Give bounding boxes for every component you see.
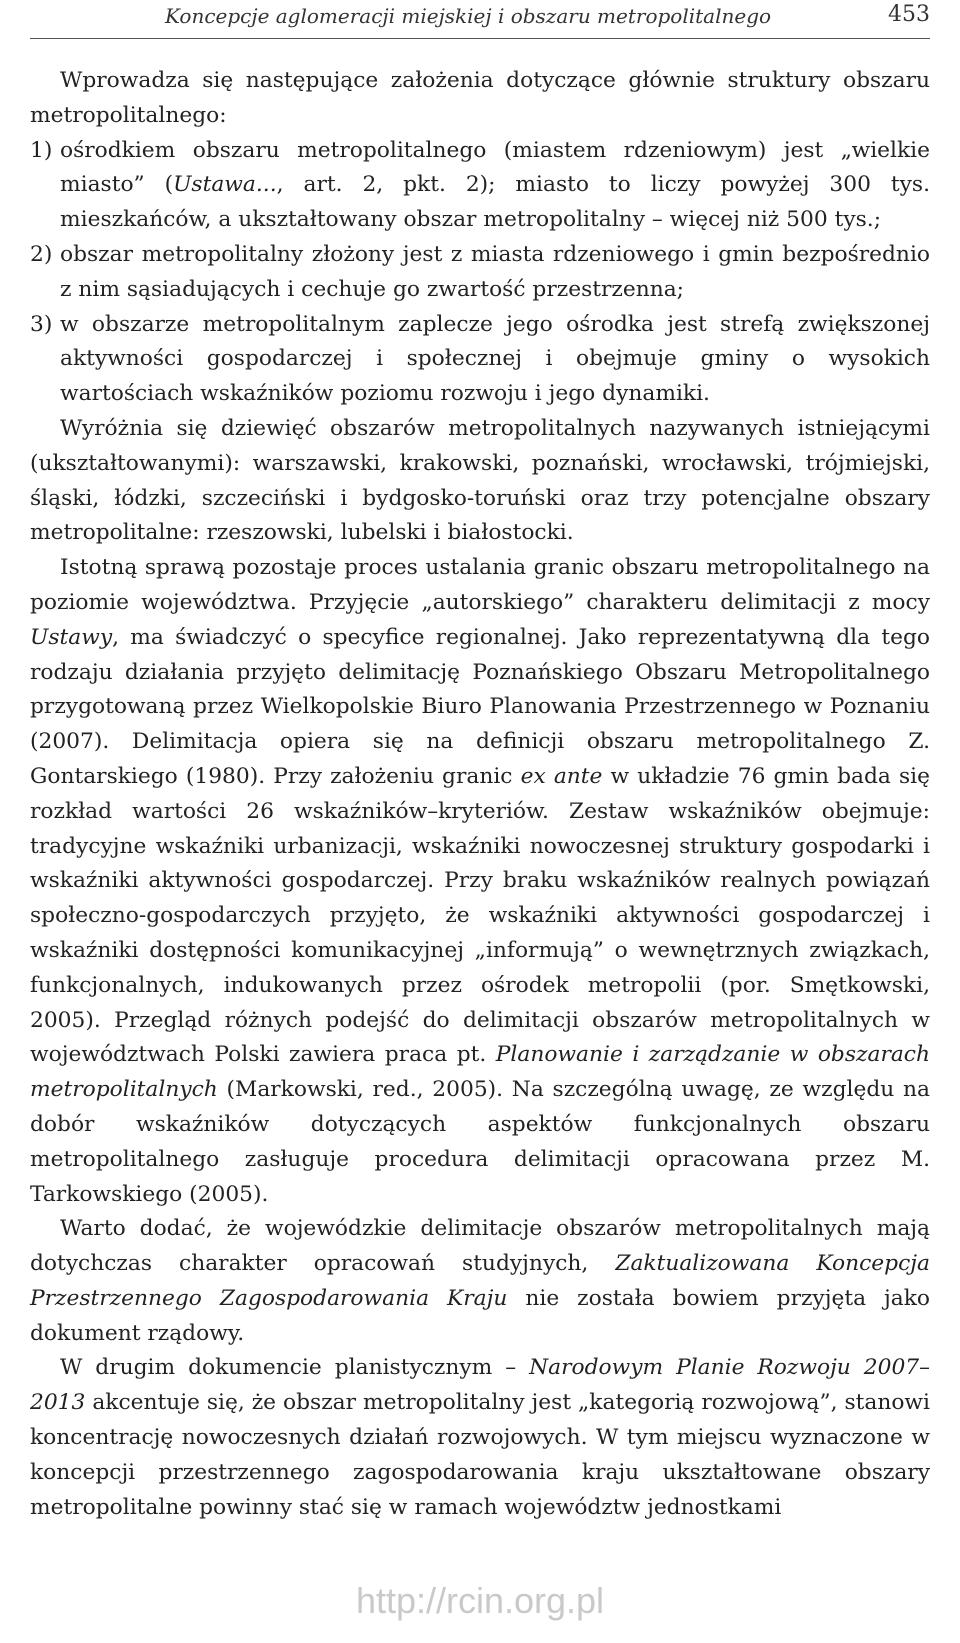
assumptions-list	[30, 134, 930, 412]
paragraph-text: (Markowski, red., 2005). Na szczególną uwagę, ze względu na dobór wskaźników dotyczących aspektów funkcjonalnych obszaru metropolitalnego zasługuje procedura delimitacji opracowana przez M. Tarkowskiego (2005).	[30, 1077, 930, 1207]
paragraph-text: Istotną sprawą pozostaje proces ustalania granic obszaru metropolitalnego na poziomie województwa. Przyjęcie „autorskiego” charakteru delimitacji z mocy	[30, 555, 930, 615]
list-item	[30, 238, 930, 308]
list-number: 3)	[30, 311, 53, 337]
page-body	[30, 64, 930, 1525]
list-text: w obszarze metropolitalnym zaplecze jego ośrodka jest strefą zwiększonej aktywności gospodarczej i społecznej i obejmuje gminy o wysokich wartościach wskaźników poziomu rozwoju i jego dynamiki.	[60, 311, 930, 407]
list-item	[30, 134, 930, 238]
paragraph-intro: Wprowadza się następujące założenia dotyczące głównie struktury obszaru metropolitalnego:	[30, 68, 930, 128]
italic-term: Ustawy	[30, 624, 113, 650]
italic-title: Planowanie i zarządzanie w obszarach metropolitalnych	[30, 1042, 930, 1103]
list-italic: Ustawa...	[173, 172, 277, 198]
running-title: Koncepcje aglomeracji miejskiej i obszaru metropolitalnego	[165, 4, 772, 28]
paragraph-text: w układzie 76 gmin bada się rozkład wartości 26 wskaźników–kryteriów. Zestaw wskaźników obejmuje: tradycyjne wskaźniki urbanizacji, wskaźniki nowoczesnej struktury gospodarki i wskaźniki aktywności gospodarczej. Przy braku wskaźników realnych powiązań społeczno-gospodarczych przyjęto, że wskaźniki aktywności gospodarczej i wskaźniki dostępności komunikacyjnej „informują” o wewnętrznych związkach, funkcjonalnych, indukowanych przez ośrodek metropolii (por. Smętkowski, 2005). Przegląd różnych podejść do delimitacji obszarów metropolitalnych w województwach Polski zawiera praca pt.	[30, 763, 930, 1068]
italic-title: Zaktualizowana Koncepcja Przestrzennego Zagospodarowania Kraju	[30, 1251, 930, 1311]
list-text: , art. 2, pkt. 2); miasto to liczy powyżej 300 tys. mieszkańców, a ukształtowany obszar metropolitalny – więcej niż 500 tys.;	[60, 172, 930, 233]
list-number: 2)	[30, 241, 53, 267]
paragraph-text: akcentuje się, że obszar metropolitalny jest „kategorią rozwojową”, stanowi koncentrację nowoczesnych działań rozwojowych. W tym miejscu wyznaczone w koncepcji przestrzennego zagospodarowania kraju ukształtowane obszary metropolitalne powinny stać się w ramach województw jednostkami	[30, 1390, 930, 1520]
italic-title: Narodowym Planie Rozwoju 2007–2013	[30, 1355, 930, 1416]
page-number: 453	[888, 2, 930, 27]
list-item	[30, 308, 930, 412]
running-header	[30, 0, 930, 39]
paragraph-text: W drugim dokumencie planistycznym –	[60, 1355, 530, 1381]
paragraph-text: nie została bowiem przyjęta jako dokument rządowy.	[30, 1285, 930, 1346]
list-text: ośrodkiem obszaru metropolitalnego (miastem rdzeniowym) jest „wielkie miasto” (	[60, 137, 930, 198]
paragraph-text: , ma świadczyć o specyfice regionalnej. Jako reprezentatywną dla tego rodzaju działania przyjęto delimitację Poznańskiego Obszaru Metropolitalnego przygotowaną przez Wielkopolskie Biuro Planowania Przestrzennego w Poznaniu (2007). Delimitacja opiera się na definicji obszaru metropolitalnego Z. Gontarskiego (1980). Przy założeniu granic	[30, 624, 930, 789]
paragraph-metro-areas: Wyróżnia się dziewięć obszarów metropolitalnych nazywanych istniejącymi (ukształtowanymi): warszawski, krakowski, poznański, wrocławski, trójmiejski, śląski, łódzki, szczeciński i bydgosko-toruński oraz trzy potencjalne obszary metropolitalne: rzeszowski, lubelski i białostocki.	[30, 415, 930, 546]
paragraph-text: Warto dodać, że wojewódzkie delimitacje obszarów metropolitalnych mają dotychczas charakter opracowań studyjnych,	[30, 1216, 930, 1277]
watermark-url: http://rcin.org.pl	[355, 1580, 605, 1621]
paragraph-delimitation	[30, 551, 930, 1212]
italic-term: ex ante	[520, 763, 603, 789]
paragraph-voivodeship	[30, 1212, 930, 1351]
paragraph-national-plan	[30, 1351, 930, 1525]
list-text: obszar metropolitalny złożony jest z miasta rdzeniowego i gmin bezpośrednio z nim sąsiadujących i cechuje go zwartość przestrzenna;	[60, 241, 930, 302]
list-number: 1)	[30, 137, 53, 163]
